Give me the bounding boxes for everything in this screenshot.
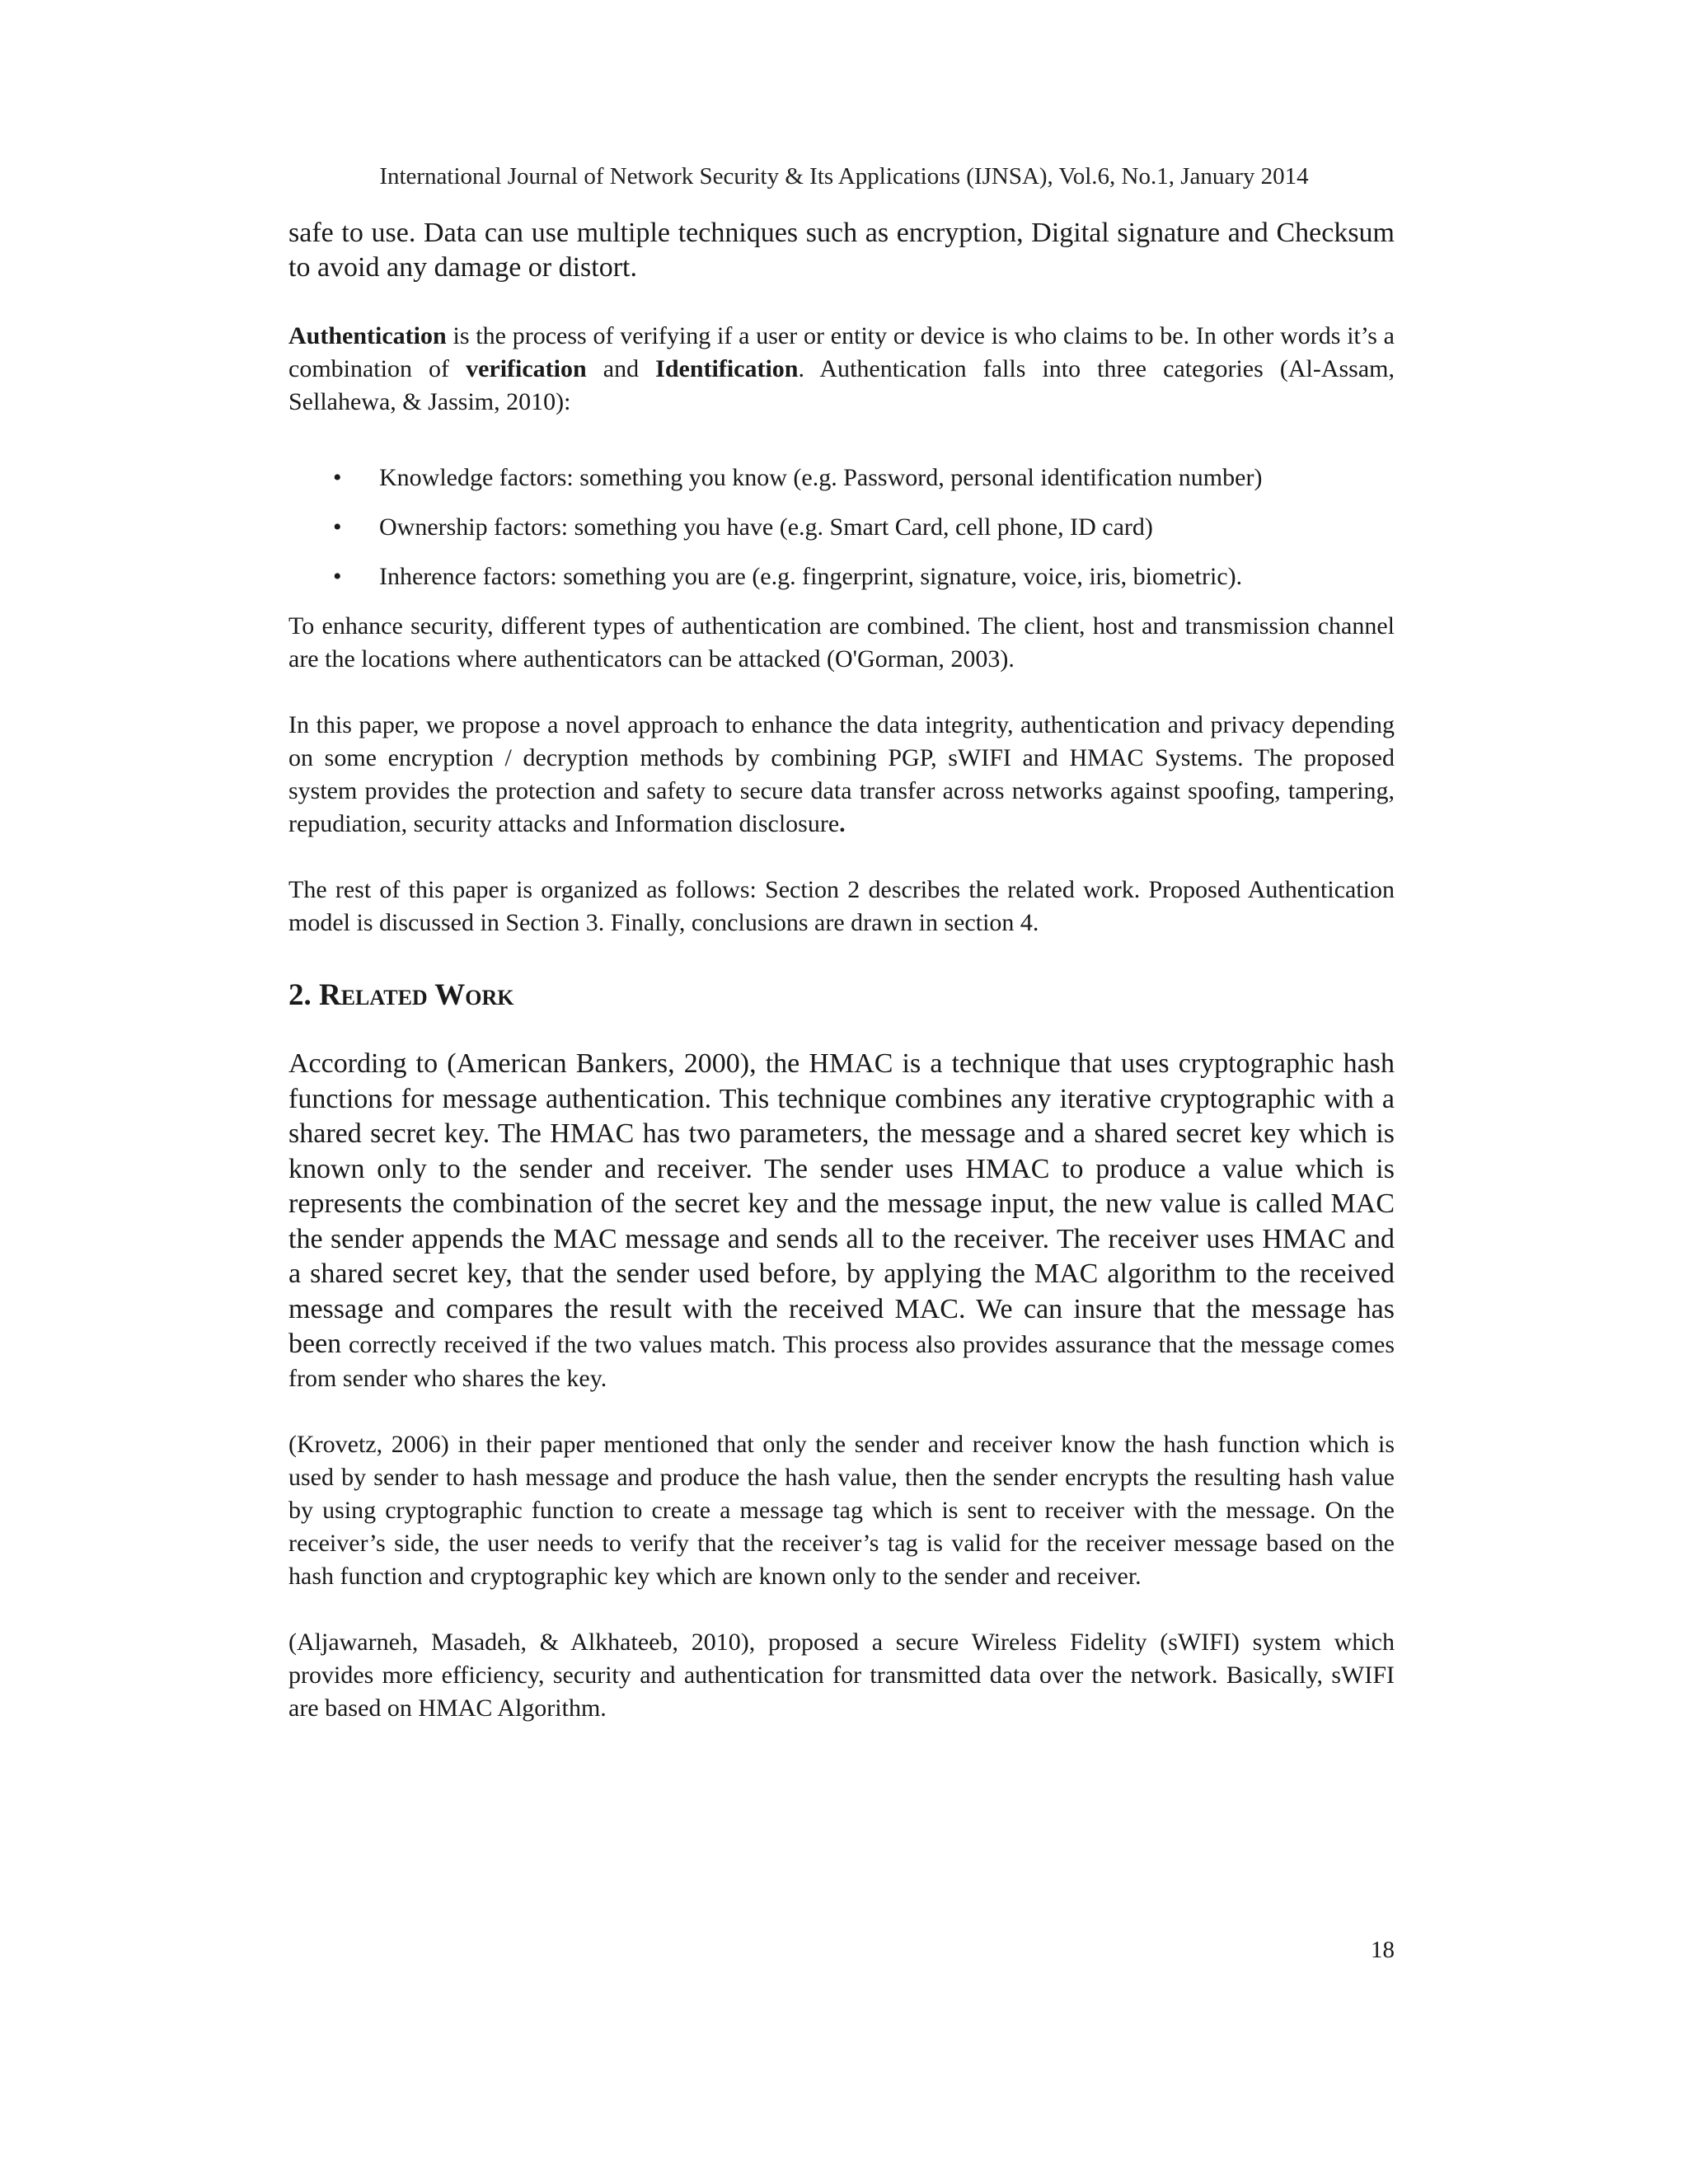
paragraph-text: In this paper, we propose a novel approach to enhance the data integrity, authentication and privacy depending on some encryption / decryption methods by combining PGP, sWIFI and HMAC Systems. The proposed system provides the protection and safety to secure data transfer across networks against spoofing, tampering, repudiation, security attacks and Information disclosure	[288, 711, 1395, 837]
paragraph-text: safe to use. Data can use multiple techniques such as encryption, Digital signature and Checksum to avoid any damage or distort.	[288, 218, 1395, 283]
bullet-icon: •	[333, 563, 342, 590]
bullet-icon: •	[333, 464, 342, 491]
bullet-icon: •	[333, 513, 342, 541]
page-body	[288, 216, 1395, 1758]
paragraph-intro-continuation	[288, 216, 1395, 285]
paragraph-aljawarneh: (Aljawarneh, Masadeh, & Alkhateeb, 2010), proposed a secure Wireless Fidelity (sWIFI) system which provides more efficiency, security and authentication for transmitted data over the network. Basically, sWIFI are based on HMAC Algorithm.	[288, 1628, 1395, 1722]
term-verification: verification	[466, 355, 587, 382]
paragraph-end-period: .	[839, 810, 846, 837]
paragraph-text: is the process of verifying if a user or entity or device is who claims to be. In other words it’s a combination of	[288, 322, 1395, 382]
list-item-text: Ownership factors: something you have (e.g. Smart Card, cell phone, ID card)	[379, 513, 1153, 541]
authentication-factors-list	[288, 462, 1395, 593]
paragraph-authentication	[288, 320, 1395, 419]
section-title: Related Work	[319, 978, 514, 1012]
section-number: 2.	[288, 978, 319, 1012]
list-item-text: Inherence factors: something you are (e.g. fingerprint, signature, voice, iris, biometric).	[379, 563, 1243, 590]
list-item-text: Knowledge factors: something you know (e.g. Password, personal identification number)	[379, 464, 1263, 491]
paragraph-proposal	[288, 709, 1395, 841]
paragraph-text: and	[586, 355, 656, 382]
paragraph-security: To enhance security, different types of authentication are combined. The client, host and transmission channel are the locations where authenticators can be attacked (O'Gorman, 2003).	[288, 612, 1395, 673]
paragraph-text: correctly received if the two values match. This process also provides assurance that the message comes from sender who shares the key.	[288, 1331, 1395, 1392]
paragraph-text: . Authentication falls into three categories (Al-Assam, Sellahewa, & Jassim, 2010):	[288, 355, 1395, 415]
running-header: International Journal of Network Security & Its Applications (IJNSA), Vol.6, No.1, January 2014	[379, 163, 1309, 190]
list-item	[288, 511, 1395, 544]
paragraph-organization: The rest of this paper is organized as follows: Section 2 describes the related work. Proposed Authentication model is discussed in Section 3. Finally, conclusions are drawn in section 4.	[288, 876, 1395, 936]
paragraph-text: According to (American Bankers, 2000), the HMAC is a technique that uses cryptographic hash functions for message authentication. This technique combines any iterative cryptographic with a shared secret key. The HMAC has two parameters, the message and a shared secret key which is known only to the sender and receiver. The sender uses HMAC to produce a value which is represents the combination of the secret key and the message input, the new value is called MAC the sender appends the MAC message and sends all to the receiver. The receiver uses HMAC and a shared secret key, that the sender used before, by applying the MAC algorithm to the received message and compares the result with the received MAC. We can insure that the message has been	[288, 1048, 1395, 1359]
term-identification: Identification	[655, 355, 799, 382]
section-heading-related-work	[288, 977, 1395, 1014]
list-item	[288, 560, 1395, 593]
paragraph-krovetz: (Krovetz, 2006) in their paper mentioned that only the sender and receiver know the hash function which is used by sender to hash message and produce the hash value, then the sender encrypts the resulting hash value by using cryptographic function to create a message tag which is sent to receiver with the message. On the receiver’s side, the user needs to verify that the receiver’s tag is valid for the receiver message based on the hash function and cryptographic key which are known only to the sender and receiver.	[288, 1430, 1395, 1590]
term-authentication: Authentication	[288, 322, 447, 349]
list-item	[288, 462, 1395, 494]
page-number: 18	[1371, 1937, 1395, 1963]
paragraph-hmac	[288, 1047, 1395, 1395]
